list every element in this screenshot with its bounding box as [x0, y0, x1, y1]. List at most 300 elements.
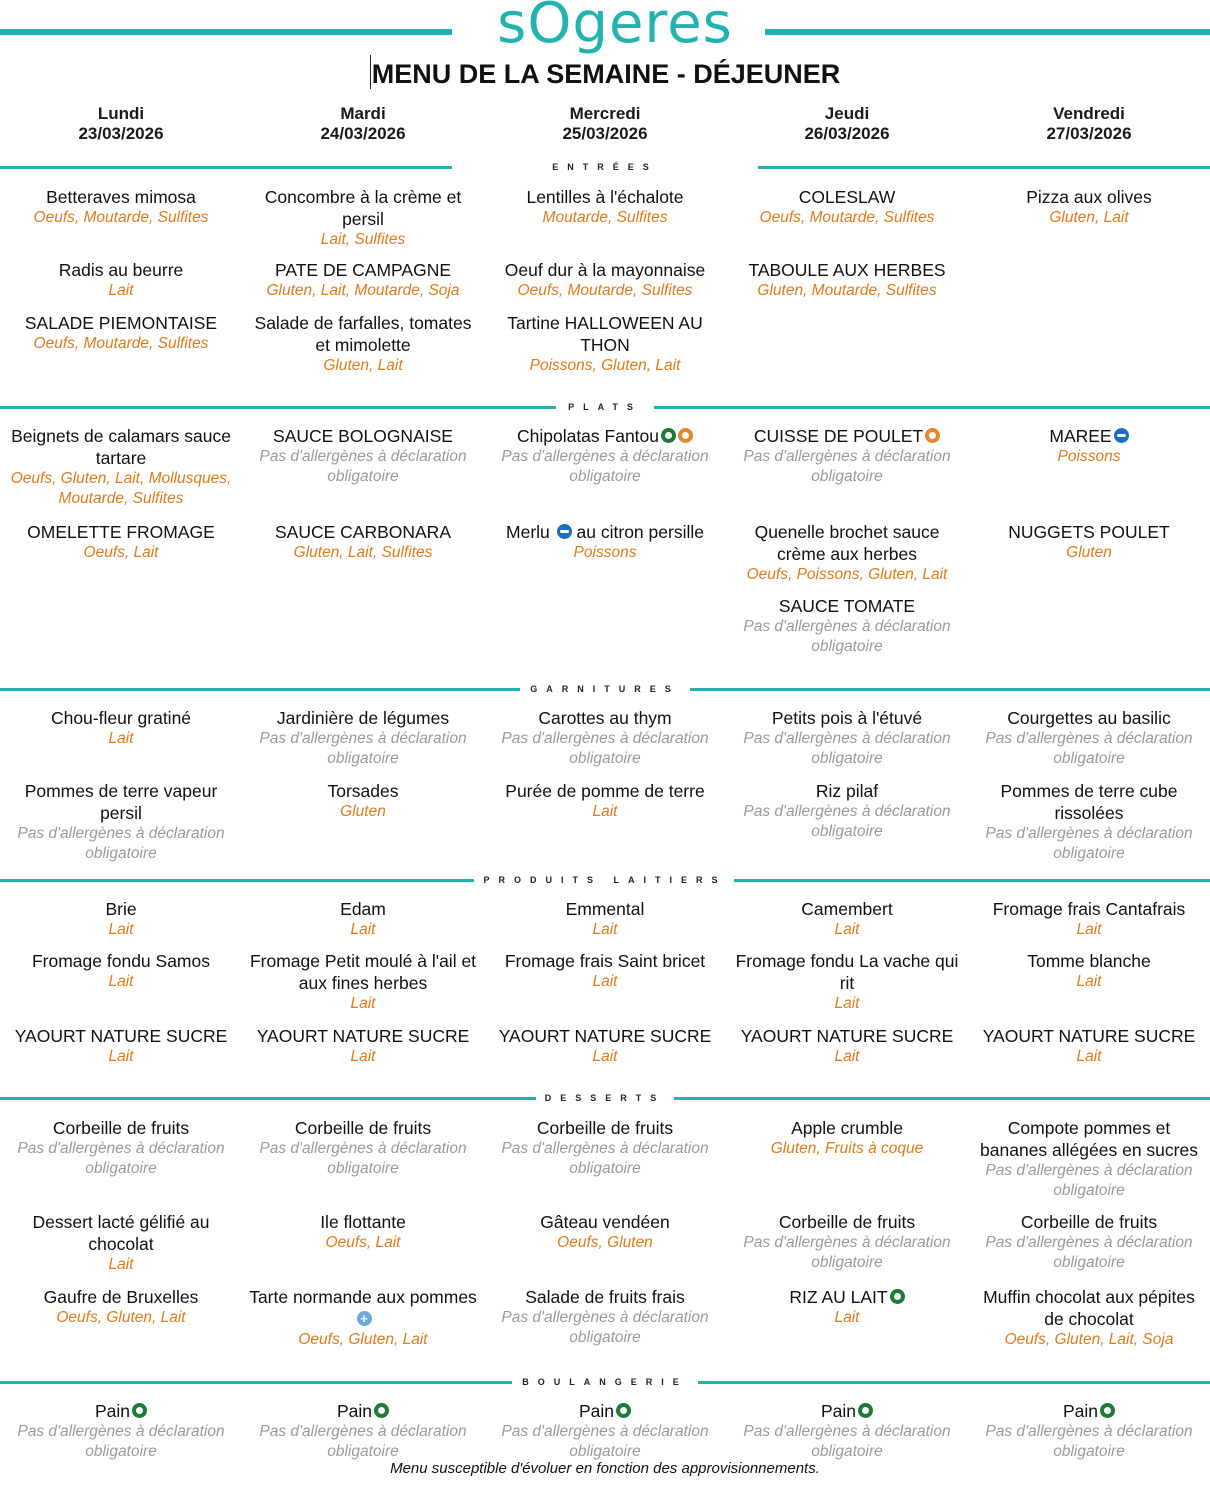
dish-name: [490, 707, 720, 729]
day-header-lundi: [0, 104, 242, 144]
day-name: Mercredi: [569, 104, 641, 123]
dish-item: [242, 312, 484, 376]
dish-allergens: Pas d'allergènes à déclaration obligatoire: [259, 1423, 467, 1460]
dish-item: [726, 259, 968, 301]
dish-name: [490, 898, 720, 920]
dish-allergens: Poissons: [1057, 448, 1121, 465]
dish-item: [0, 950, 242, 992]
dish-item: [968, 521, 1210, 563]
dish-name: [974, 521, 1204, 543]
dish-name: [732, 595, 962, 617]
blue-icon: [1114, 428, 1129, 443]
dish-allergens: Poissons, Gluten, Lait: [529, 357, 681, 374]
dish-name-text: Corbeille de fruits: [536, 1118, 674, 1138]
dish-allergens: Pas d'allergènes à déclaration obligatoire: [17, 1140, 225, 1177]
dish-name: [974, 1286, 1204, 1330]
dish-name: [6, 1117, 236, 1139]
dish-item: [242, 1286, 484, 1350]
dish-name-text: Chou-fleur gratiné: [50, 708, 192, 728]
dish-allergens: Gluten, Lait, Moutarde, Soja: [266, 282, 460, 299]
green-icon: [374, 1403, 389, 1418]
dish-name-text: Ile flottante: [320, 1212, 406, 1232]
dish-item: [726, 1211, 968, 1273]
dish-name-text: Tomme blanche: [1027, 951, 1151, 971]
section-divider-boulangerie: [0, 1375, 1210, 1389]
dish-name-text: Emmental: [565, 899, 645, 919]
dish-item: [0, 780, 242, 864]
dish-name: [248, 1400, 478, 1422]
dish-allergens: Pas d'allergènes à déclaration obligatoire: [743, 1234, 951, 1271]
dish-name-text: Fromage Petit moulé à l'ail et aux fines herbes: [249, 951, 477, 993]
dish-allergens: Pas d'allergènes à déclaration obligatoire: [743, 618, 951, 655]
dish-allergens: Pas d'allergènes à déclaration obligatoire: [501, 1423, 709, 1460]
dish-item: [0, 312, 242, 354]
dish-item: [0, 259, 242, 301]
section-label: PLATS: [568, 402, 642, 412]
dish-name-text: Salade de farfalles, tomates et mimolette: [254, 313, 472, 355]
dish-name-text: Carottes au thym: [538, 708, 672, 728]
dish-allergens: Pas d'allergènes à déclaration obligatoire: [743, 1423, 951, 1460]
dish-allergens: Lait, Sulfites: [320, 231, 406, 248]
dish-name: [732, 898, 962, 920]
dish-item: [242, 425, 484, 487]
section-divider-garnitures: [0, 682, 1210, 696]
dish-item: [968, 950, 1210, 992]
day-header-vendredi: [968, 104, 1210, 144]
dish-name-text: Oeuf dur à la mayonnaise: [504, 260, 706, 280]
dish-name: [6, 950, 236, 972]
green-icon: [616, 1403, 631, 1418]
day-date: 25/03/2026: [562, 124, 648, 143]
dish-item: [968, 1117, 1210, 1201]
dish-name: [974, 1400, 1204, 1422]
dish-name-text: Lentilles à l'échalote: [526, 187, 684, 207]
dish-name: [6, 1400, 236, 1422]
header-rule-right: [765, 29, 1210, 35]
dish-item: [0, 898, 242, 940]
dish-item: [242, 950, 484, 1014]
dish-allergens: Pas d'allergènes à déclaration obligatoire: [501, 730, 709, 767]
dish-name-text: Betteraves mimosa: [46, 187, 196, 207]
dish-name-text: SAUCE CARBONARA: [274, 522, 451, 542]
dish-name: [490, 425, 720, 447]
dish-item: [484, 1286, 726, 1348]
dish-name-part: Merlu: [506, 522, 550, 542]
section-divider-laitiers: [0, 873, 1210, 887]
dish-name: [6, 898, 236, 920]
dish-name: [974, 1211, 1204, 1233]
orange-icon: [678, 428, 693, 443]
dish-item: [0, 1117, 242, 1179]
dish-name-text: OMELETTE FROMAGE: [27, 522, 215, 542]
dish-name: [6, 259, 236, 281]
green-icon: [858, 1403, 873, 1418]
dish-item: [968, 1400, 1210, 1462]
dish-name-text: COLESLAW: [798, 187, 896, 207]
dish-name: [6, 425, 236, 469]
dish-allergens: Gluten, Lait: [1049, 209, 1129, 226]
dish-name: [248, 312, 478, 356]
dish-name: [6, 780, 236, 824]
dish-item: [726, 1025, 968, 1067]
dish-name-text: Fromage frais Cantafrais: [992, 899, 1186, 919]
dish-allergens: Gluten, Lait, Sulfites: [293, 544, 433, 561]
dish-name-text: Torsades: [327, 781, 399, 801]
green-icon: [661, 428, 676, 443]
dish-name-text: Riz pilaf: [815, 781, 879, 801]
dish-name: [974, 425, 1204, 447]
dish-name-text: Corbeille de fruits: [52, 1118, 190, 1138]
dish-allergens: Lait: [592, 803, 618, 820]
dish-name: [248, 1117, 478, 1139]
dish-allergens: Pas d'allergènes à déclaration obligatoire: [985, 1234, 1193, 1271]
dish-name: [6, 1025, 236, 1047]
dish-name: [732, 1025, 962, 1047]
dish-name-text: Camembert: [801, 899, 893, 919]
dish-name: [248, 425, 478, 447]
dish-name-text: Apple crumble: [791, 1118, 903, 1138]
dish-allergens: Oeufs, Gluten, Lait, Mollusques, Moutarde, Sulfites: [10, 470, 232, 507]
dish-allergens: Oeufs, Lait: [83, 544, 159, 561]
dish-allergens: Pas d'allergènes à déclaration obligatoire: [501, 1140, 709, 1177]
day-name: Lundi: [97, 104, 145, 123]
dish-allergens: Oeufs, Gluten, Lait, Soja: [1004, 1331, 1174, 1348]
section-divider-plats: [0, 400, 1210, 414]
dish-name: [490, 312, 720, 356]
dish-allergens: Pas d'allergènes à déclaration obligatoire: [743, 448, 951, 485]
dish-name: [732, 259, 962, 281]
dish-name: [490, 521, 720, 543]
dish-name: [6, 1211, 236, 1255]
dish-item: [726, 707, 968, 769]
dish-allergens: Gluten: [1066, 544, 1112, 561]
dish-item: [968, 898, 1210, 940]
dish-name: [732, 521, 962, 565]
dish-name: [490, 186, 720, 208]
lightblue-icon: [357, 1311, 372, 1326]
dish-allergens: Pas d'allergènes à déclaration obligatoire: [17, 1423, 225, 1460]
dish-name: [248, 1211, 478, 1233]
dish-name-text: Beignets de calamars sauce tartare: [11, 426, 231, 468]
dish-item: [968, 780, 1210, 864]
dish-name-text: Corbeille de fruits: [1020, 1212, 1158, 1232]
dish-allergens: Pas d'allergènes à déclaration obligatoire: [17, 825, 225, 862]
section-divider-desserts: [0, 1091, 1210, 1105]
dish-allergens: Pas d'allergènes à déclaration obligatoire: [985, 1162, 1193, 1199]
day-header-mardi: [242, 104, 484, 144]
dish-allergens: Pas d'allergènes à déclaration obligatoire: [259, 730, 467, 767]
dish-item: [0, 1286, 242, 1328]
green-icon: [132, 1403, 147, 1418]
dish-name: [6, 707, 236, 729]
orange-icon: [925, 428, 940, 443]
footnote: Menu susceptible d'évoluer en fonction des approvisionnements.: [390, 1460, 820, 1477]
dish-name-text: Corbeille de fruits: [294, 1118, 432, 1138]
dish-allergens: Lait: [108, 730, 134, 747]
dish-item: [484, 898, 726, 940]
dish-item: [726, 780, 968, 842]
dish-name-text: Pommes de terre cube rissolées: [1000, 781, 1178, 823]
dish-item: [242, 1025, 484, 1067]
dish-name: [974, 1117, 1204, 1161]
dish-allergens: Oeufs, Lait: [325, 1234, 401, 1251]
dish-allergens: Lait: [108, 282, 134, 299]
dish-name-text: CUISSE DE POULET: [753, 426, 924, 446]
dish-allergens: Pas d'allergènes à déclaration obligatoire: [985, 1423, 1193, 1460]
dish-item: [726, 186, 968, 228]
section-label: DESSERTS: [544, 1093, 666, 1103]
dish-name-text: Gaufre de Bruxelles: [43, 1287, 199, 1307]
dish-name-text: Fromage frais Saint bricet: [504, 951, 706, 971]
dish-item: [484, 259, 726, 301]
dish-item: [484, 950, 726, 992]
dish-allergens: Oeufs, Gluten: [557, 1234, 653, 1251]
section-label: PRODUITS LAITIERS: [483, 875, 727, 885]
day-date: 23/03/2026: [78, 124, 164, 143]
dish-name-text: Gâteau vendéen: [540, 1212, 670, 1232]
dish-name-text: Pain: [94, 1401, 131, 1421]
section-divider-entrees: [0, 160, 1210, 174]
dish-name-text: Fromage fondu La vache qui rit: [735, 951, 959, 993]
dish-name-text: Radis au beurre: [58, 260, 184, 280]
dish-allergens: Pas d'allergènes à déclaration obligatoire: [985, 825, 1193, 862]
dish-item: [0, 1400, 242, 1462]
dish-allergens: Oeufs, Gluten, Lait: [298, 1331, 428, 1348]
dish-name-text: Corbeille de fruits: [778, 1212, 916, 1232]
day-name: Jeudi: [824, 104, 870, 123]
dish-name: [974, 780, 1204, 824]
dish-name-text: TABOULE AUX HERBES: [748, 260, 946, 280]
blue-icon: [557, 524, 572, 539]
dish-item: [968, 1025, 1210, 1067]
dish-allergens: Oeufs, Poissons, Gluten, Lait: [746, 566, 948, 583]
day-name: Mardi: [340, 104, 386, 123]
dish-name-text: Petits pois à l'étuvé: [771, 708, 923, 728]
green-icon: [890, 1289, 905, 1304]
dish-allergens: Lait: [108, 973, 134, 990]
dish-name: [732, 1117, 962, 1139]
dish-item: [484, 425, 726, 487]
dish-name: [732, 707, 962, 729]
dish-allergens: Pas d'allergènes à déclaration obligatoire: [743, 730, 951, 767]
dish-allergens: Oeufs, Moutarde, Sulfites: [517, 282, 693, 299]
dish-allergens: Lait: [834, 1309, 860, 1326]
dish-allergens: Lait: [350, 995, 376, 1012]
dish-item: [242, 1117, 484, 1179]
dish-name-text: Compote pommes et bananes allégées en sucres: [980, 1118, 1198, 1160]
dish-item: [968, 1286, 1210, 1350]
dish-name: [490, 780, 720, 802]
dish-name-text: YAOURT NATURE SUCRE: [498, 1026, 712, 1046]
dish-allergens: Lait: [834, 1048, 860, 1065]
dish-name: [248, 780, 478, 802]
dish-item: [242, 186, 484, 250]
dish-name-text: RIZ AU LAIT: [789, 1287, 888, 1307]
dish-name-text: SAUCE TOMATE: [778, 596, 916, 616]
dish-allergens: Pas d'allergènes à déclaration obligatoire: [259, 1140, 467, 1177]
dish-name: [490, 1400, 720, 1422]
dish-name: [248, 521, 478, 543]
dish-allergens: Poissons: [573, 544, 637, 561]
dish-item: [968, 707, 1210, 769]
dish-item: [242, 780, 484, 822]
dish-allergens: Lait: [834, 921, 860, 938]
page-header: [0, 0, 1210, 100]
dish-name-text: Courgettes au basilic: [1007, 708, 1171, 728]
dish-name: [490, 1117, 720, 1139]
dish-item: [0, 707, 242, 749]
dish-item: [484, 1117, 726, 1179]
dish-name: [490, 1025, 720, 1047]
dish-name: [974, 707, 1204, 729]
dish-name: [6, 521, 236, 543]
dish-name-text: SAUCE BOLOGNAISE: [273, 426, 453, 446]
dish-item: [484, 1400, 726, 1462]
dish-name: [6, 312, 236, 334]
dish-name-text: MAREE: [1049, 426, 1112, 446]
section-label: BOULANGERIE: [522, 1377, 688, 1387]
day-header-mercredi: [484, 104, 726, 144]
dish-item: [0, 425, 242, 509]
dish-allergens: Lait: [1076, 973, 1102, 990]
day-date: 24/03/2026: [320, 124, 406, 143]
dish-name-text: Pommes de terre vapeur persil: [24, 781, 218, 823]
dish-name: [732, 1211, 962, 1233]
dish-item: [726, 898, 968, 940]
dish-item: [0, 1211, 242, 1275]
dish-name: [248, 259, 478, 281]
day-header-jeudi: [726, 104, 968, 144]
dish-name: [490, 950, 720, 972]
dish-name-text: YAOURT NATURE SUCRE: [740, 1026, 954, 1046]
dish-item: [726, 1400, 968, 1462]
page-title: MENU DE LA SEMAINE - DÉJEUNER: [0, 55, 1210, 90]
dish-item: [484, 780, 726, 822]
dish-name-text: Pain: [578, 1401, 615, 1421]
dish-name-text: Fromage fondu Samos: [31, 951, 210, 971]
dish-name: [974, 898, 1204, 920]
dish-name-text: Tarte normande aux pommes: [249, 1287, 477, 1307]
dish-allergens: Gluten: [340, 803, 386, 820]
dish-name: [248, 898, 478, 920]
dish-item: [726, 1286, 968, 1328]
dish-item: [726, 595, 968, 657]
sogeres-logo: sOgeres: [497, 0, 733, 56]
dish-allergens: Pas d'allergènes à déclaration obligatoire: [501, 1309, 709, 1346]
dish-allergens: Lait: [592, 1048, 618, 1065]
dish-name: [6, 186, 236, 208]
dish-allergens: Lait: [350, 1048, 376, 1065]
section-label: ENTRÉES: [552, 162, 658, 172]
dish-name-text: Purée de pomme de terre: [505, 781, 705, 801]
dish-name-text: NUGGETS POULET: [1008, 522, 1170, 542]
section-label: GARNITURES: [530, 684, 680, 694]
dish-allergens: Oeufs, Moutarde, Sulfites: [33, 209, 209, 226]
dish-item: [726, 1117, 968, 1159]
dish-item: [242, 259, 484, 301]
dish-item: [0, 1025, 242, 1067]
dish-name: [974, 950, 1204, 972]
dish-allergens: Lait: [108, 1048, 134, 1065]
dish-name-text: Pain: [820, 1401, 857, 1421]
dish-name: [732, 1400, 962, 1422]
dish-item: [968, 425, 1210, 467]
dish-name: [490, 259, 720, 281]
dish-name: [974, 186, 1204, 208]
dish-item: [242, 898, 484, 940]
dish-item: [242, 1400, 484, 1462]
day-name: Vendredi: [1053, 104, 1125, 123]
dish-name-text: Salade de fruits frais: [525, 1287, 685, 1307]
dish-name: [732, 1286, 962, 1308]
dish-allergens: Lait: [1076, 1048, 1102, 1065]
dish-name-text: Edam: [340, 899, 386, 919]
dish-name-text: Pizza aux olives: [1026, 187, 1152, 207]
dish-allergens: Pas d'allergènes à déclaration obligatoire: [743, 803, 951, 840]
dish-name-text: Brie: [105, 899, 137, 919]
dish-name: [732, 186, 962, 208]
dish-name: [248, 1286, 478, 1330]
dish-name-text: Chipolatas Fantou: [516, 426, 660, 446]
dish-name-text: Pain: [336, 1401, 373, 1421]
dish-item: [726, 950, 968, 1014]
dish-item: [0, 186, 242, 228]
dish-item: [0, 521, 242, 563]
dish-allergens: Oeufs, Moutarde, Sulfites: [33, 335, 209, 352]
dish-item: [968, 1211, 1210, 1273]
dish-name: [490, 1211, 720, 1233]
dish-allergens: Moutarde, Sulfites: [542, 209, 668, 226]
dish-allergens: Lait: [350, 921, 376, 938]
dish-name: [974, 1025, 1204, 1047]
dish-name-text: Pain: [1062, 1401, 1099, 1421]
dish-name-text: YAOURT NATURE SUCRE: [14, 1026, 228, 1046]
dish-name: [732, 780, 962, 802]
dish-allergens: Gluten, Lait: [323, 357, 403, 374]
dish-item: [484, 1025, 726, 1067]
header-rule-left: [0, 29, 452, 35]
dish-name: [248, 950, 478, 994]
dish-allergens: Oeufs, Gluten, Lait: [56, 1309, 186, 1326]
dish-name-text: Jardinière de légumes: [276, 708, 450, 728]
dish-name: [732, 425, 962, 447]
dish-name-text: Muffin chocolat aux pépites de chocolat: [983, 1287, 1195, 1329]
dish-name-text: Quenelle brochet sauce crème aux herbes: [754, 522, 940, 564]
day-date: 27/03/2026: [1046, 124, 1132, 143]
dish-item: [968, 186, 1210, 228]
dish-name-text: Tartine HALLOWEEN AU THON: [507, 313, 703, 355]
dish-allergens: Lait: [108, 921, 134, 938]
dish-name-text: Dessert lacté gélifié au chocolat: [32, 1212, 210, 1254]
dish-allergens: Gluten, Fruits à coque: [770, 1140, 924, 1157]
dish-name-text: SALADE PIEMONTAISE: [24, 313, 218, 333]
dish-name: [490, 1286, 720, 1308]
dish-item: [484, 312, 726, 376]
dish-name-text: YAOURT NATURE SUCRE: [982, 1026, 1196, 1046]
dish-item: [242, 521, 484, 563]
dish-allergens: Lait: [108, 1256, 134, 1273]
dish-allergens: Pas d'allergènes à déclaration obligatoire: [985, 730, 1193, 767]
dish-allergens: Lait: [1076, 921, 1102, 938]
dish-allergens: Oeufs, Moutarde, Sulfites: [759, 209, 935, 226]
dish-allergens: Lait: [834, 995, 860, 1012]
dish-item: [726, 425, 968, 487]
dish-item: [484, 1211, 726, 1253]
dish-name-text: PATE DE CAMPAGNE: [275, 260, 451, 280]
dish-allergens: Pas d'allergènes à déclaration obligatoire: [259, 448, 467, 485]
dish-name-text: YAOURT NATURE SUCRE: [256, 1026, 470, 1046]
dish-allergens: Pas d'allergènes à déclaration obligatoire: [501, 448, 709, 485]
